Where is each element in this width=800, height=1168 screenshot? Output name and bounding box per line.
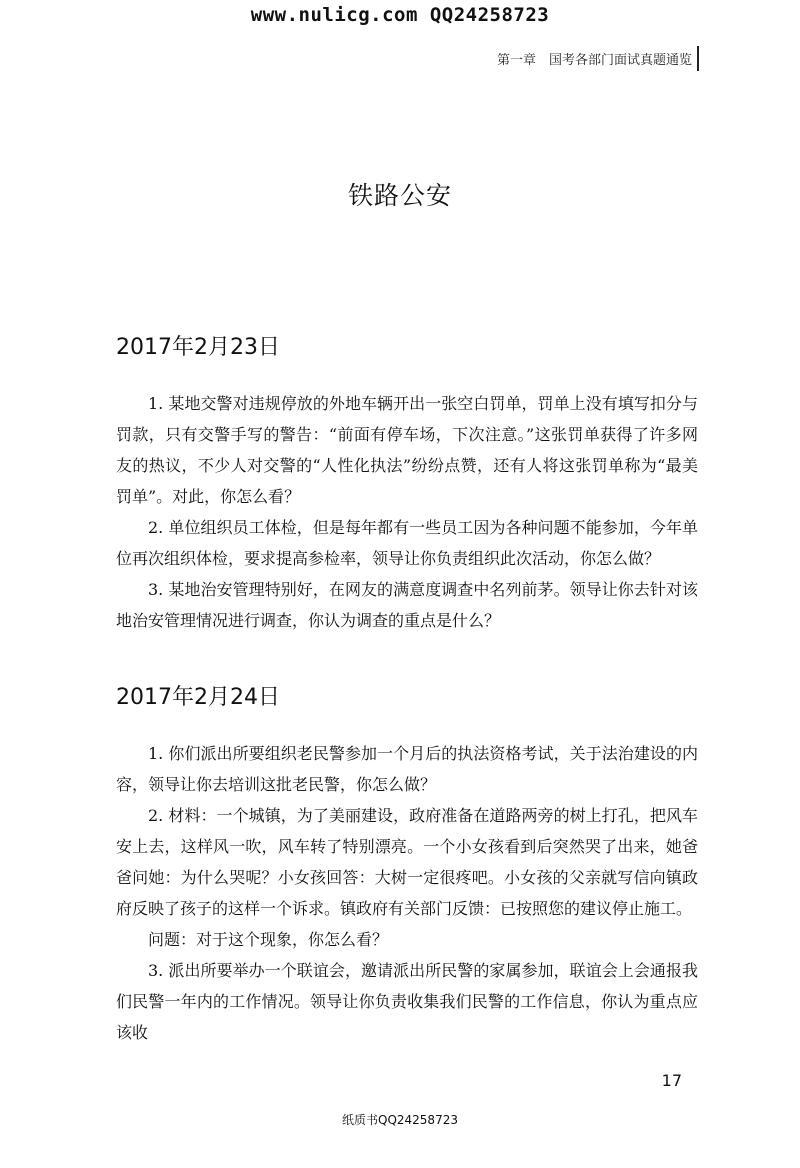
top-watermark: www.nulicg.com QQ24258723: [250, 4, 550, 26]
question-paragraph: 1. 某地交警对违规停放的外地车辆开出一张空白罚单，罚单上没有填写扣分与罚款，只有交警手写的警告：“前面有停车场，下次注意。”这张罚单获得了许多网友的热议，不少人对交警的“人性化执法”纷纷点赞，还有人将这张罚单称为“最美罚单”。对此，你怎么看？: [116, 394, 698, 506]
question-paragraph: 1. 你们派出所要组织老民警参加一个月后的执法资格考试，关于法治建设的内容，领导让你去培训这批老民警，你怎么做？: [116, 744, 698, 794]
page-title: 铁路公安: [347, 181, 452, 210]
question-paragraph: 2. 单位组织员工体检，但是每年都有一些员工因为各种问题不能参加，今年单位再次组织体检，要求提高参检率，领导让你负责组织此次活动，你怎么做？: [116, 518, 698, 568]
header-rule: [697, 46, 699, 71]
question-paragraph: 3. 派出所要举办一个联谊会，邀请派出所民警的家属参加，联谊会上会通报我们民警一年内的工作情况。领导让你负责收集我们民警的工作信息，你认为重点应该收: [116, 961, 698, 1042]
question-paragraph: 2. 材料：一个城镇，为了美丽建设，政府准备在道路两旁的树上打孔，把风车安上去，这样风一吹，风车转了特别漂亮。一个小女孩看到后突然哭了出来，她爸爸问她：为什么哭呢？小女孩回答：大树一定很疼吧。小女孩的父亲就写信向镇政府反映了孩子的这样一个诉求。镇政府有关部门反馈：已按照您的建议停止施工。: [116, 806, 698, 918]
section-2-body: [116, 738, 698, 1048]
question-paragraph: 问题：对于这个现象，你怎么看？: [148, 930, 389, 949]
section-1-body: [116, 388, 698, 636]
running-header: 第一章 国考各部门面试真题通览: [496, 53, 692, 68]
bottom-watermark: 纸质书QQ24258723: [342, 1113, 458, 1127]
question-paragraph: 3. 某地治安管理特别好，在网友的满意度调查中名列前茅。领导让你去针对该地治安管理情况进行调查，你认为调查的重点是什么？: [116, 580, 698, 630]
page-number: 17: [661, 1071, 682, 1090]
date-heading-1: 2017年2月23日: [116, 335, 280, 360]
date-heading-2: 2017年2月24日: [116, 685, 280, 710]
